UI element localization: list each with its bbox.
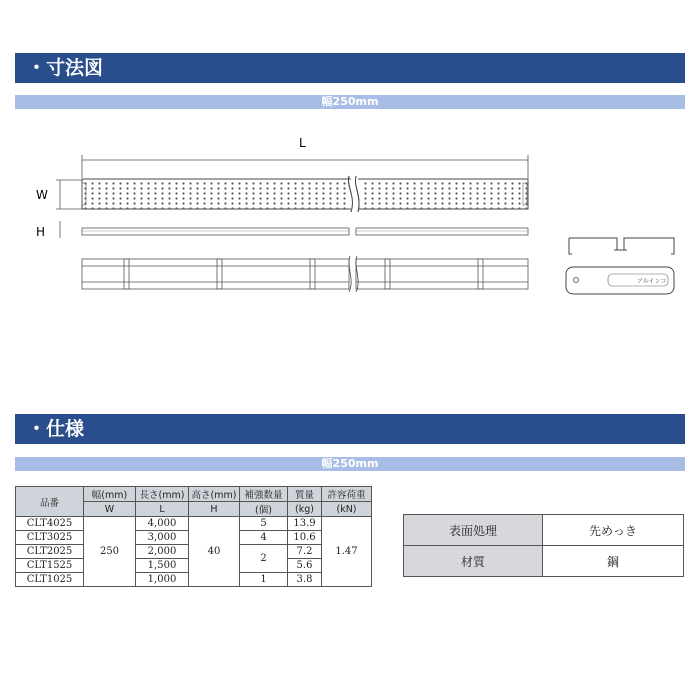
label-H: H [36, 225, 46, 239]
section-title-spec: ・仕様 [15, 414, 685, 444]
table-row [16, 517, 372, 531]
cell-load: 1.47 [322, 517, 372, 587]
header-mass: 質量 [288, 487, 322, 502]
end-section-view [569, 238, 674, 254]
cell-length: 1,000 [136, 573, 189, 587]
material-table [403, 514, 684, 577]
cell-mass: 13.9 [288, 517, 322, 531]
table-row [404, 546, 684, 577]
side-view-plate [82, 228, 528, 235]
section-title-dimensions: ・寸法図 [15, 53, 685, 83]
cell-code: CLT3025 [16, 531, 84, 545]
header-width: 幅(mm) [84, 487, 136, 502]
cell-code: CLT2025 [16, 545, 84, 559]
cell-reinforce: 1 [240, 573, 288, 587]
table-row [404, 515, 684, 546]
header-reinforce: 補強数量 [240, 487, 288, 502]
label-W: W [36, 188, 48, 202]
cell-mass: 10.6 [288, 531, 322, 545]
cell-reinforce: 4 [240, 531, 288, 545]
subheader-kN: (kN) [322, 502, 372, 517]
cell-length: 1,500 [136, 559, 189, 573]
spec-table [15, 486, 372, 587]
top-view-plate [82, 176, 528, 212]
cell-code: CLT1525 [16, 559, 84, 573]
header-height: 高さ(mm) [189, 487, 240, 502]
dimension-drawing [0, 120, 700, 305]
end-plate-label: アルインコ [637, 278, 667, 285]
cell-height: 40 [189, 517, 240, 587]
header-load: 許容荷重 [322, 487, 372, 502]
material-value: 鋼 [543, 546, 684, 577]
material-label: 材質 [404, 546, 543, 577]
cell-reinforce: 2 [240, 545, 288, 573]
cell-length: 4,000 [136, 517, 189, 531]
cell-width: 250 [84, 517, 136, 587]
cell-reinforce: 5 [240, 517, 288, 531]
cell-length: 3,000 [136, 531, 189, 545]
cell-code: CLT1025 [16, 573, 84, 587]
header-length: 長さ(mm) [136, 487, 189, 502]
cell-mass: 5.6 [288, 559, 322, 573]
dimensions-width-label: 幅250mm [15, 95, 685, 109]
label-L: L [299, 136, 306, 150]
subheader-H: H [189, 502, 240, 517]
cell-mass: 3.8 [288, 573, 322, 587]
spec-width-label: 幅250mm [15, 457, 685, 471]
cell-length: 2,000 [136, 545, 189, 559]
end-plate-view [566, 267, 674, 294]
subheader-W: W [84, 502, 136, 517]
subheader-L: L [136, 502, 189, 517]
subheader-kg: (kg) [288, 502, 322, 517]
subheader-count: (個) [240, 502, 288, 517]
cell-mass: 7.2 [288, 545, 322, 559]
cell-code: CLT4025 [16, 517, 84, 531]
surface-treatment-value: 先めっき [543, 515, 684, 546]
header-code: 品番 [16, 487, 84, 517]
surface-treatment-label: 表面処理 [404, 515, 543, 546]
bottom-view-plate [82, 256, 528, 292]
